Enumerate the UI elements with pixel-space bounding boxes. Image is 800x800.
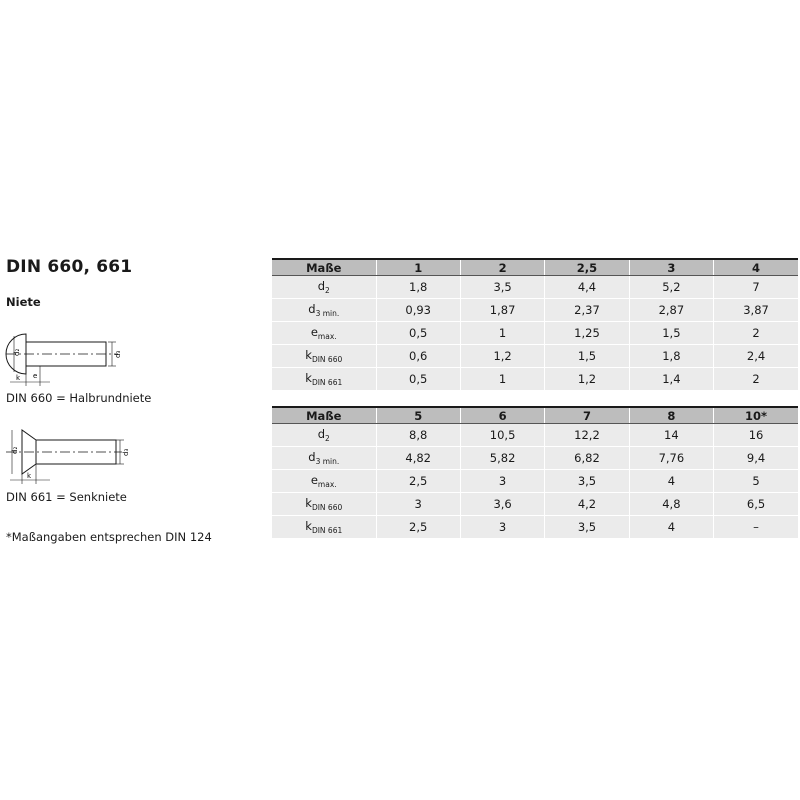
table-cell: 0,6	[376, 345, 460, 368]
k-label: k	[27, 472, 32, 480]
table-cell: 5,82	[460, 447, 544, 470]
dimension-symbol: $k_{DIN 660}$	[272, 345, 376, 368]
page-title: DIN 660, 661	[6, 257, 133, 277]
table-cell: 1,2	[460, 345, 544, 368]
table-row	[272, 470, 798, 493]
table-cell: 5,2	[629, 276, 713, 299]
table-cell: 3	[460, 516, 544, 539]
table-cell: 1,8	[376, 276, 460, 299]
table-cell: 1	[460, 322, 544, 345]
dimension-symbol: $d_{3 min.}$	[272, 447, 376, 470]
table-cell: 16	[714, 424, 798, 447]
table-cell: 2,5	[376, 470, 460, 493]
table-row	[272, 276, 798, 299]
table-cell: 7	[714, 276, 798, 299]
table-cell: 2,87	[629, 299, 713, 322]
header-cell: 10*	[714, 407, 798, 424]
table-cell: 3,5	[460, 276, 544, 299]
table-cell: 5	[714, 470, 798, 493]
header-cell: 8	[629, 407, 713, 424]
table-cell: 1,2	[545, 368, 629, 391]
table-cell: 3,6	[460, 493, 544, 516]
table-cell: 1,25	[545, 322, 629, 345]
table-cell: 1	[460, 368, 544, 391]
table-cell: 3	[376, 493, 460, 516]
dimensions-table-2	[272, 406, 798, 539]
table-cell: 4,4	[545, 276, 629, 299]
header-cell: 4	[714, 259, 798, 276]
table-cell: 8,8	[376, 424, 460, 447]
header-cell: 1	[376, 259, 460, 276]
table-row	[272, 322, 798, 345]
table-header-row	[272, 259, 798, 276]
table-row	[272, 299, 798, 322]
table-cell: 2,37	[545, 299, 629, 322]
table-cell: 4	[629, 470, 713, 493]
header-cell: 3	[629, 259, 713, 276]
table-cell: 4	[629, 516, 713, 539]
table-cell: 1,5	[545, 345, 629, 368]
table-cell: 3,87	[714, 299, 798, 322]
table-cell: 2	[714, 322, 798, 345]
table-cell: 1,4	[629, 368, 713, 391]
table-cell: 6,5	[714, 493, 798, 516]
header-cell: 7	[545, 407, 629, 424]
table-row	[272, 447, 798, 470]
table-cell: 1,5	[629, 322, 713, 345]
header-cell: 6	[460, 407, 544, 424]
table-cell: 7,76	[629, 447, 713, 470]
table-cell: 0,93	[376, 299, 460, 322]
dimension-symbol: $d_2$	[272, 424, 376, 447]
table-cell: 6,82	[545, 447, 629, 470]
dimension-symbol: $e_{max.}$	[272, 470, 376, 493]
table-cell: 0,5	[376, 368, 460, 391]
d2-label: d₂	[13, 348, 21, 356]
table-cell: 10,5	[460, 424, 544, 447]
table-row	[272, 516, 798, 539]
d2-label: d₂	[11, 446, 19, 454]
d3-label: d₃	[122, 448, 130, 456]
table-cell: 0,5	[376, 322, 460, 345]
table-cell: 1,87	[460, 299, 544, 322]
section-subtitle: Niete	[6, 295, 41, 309]
table-header-row	[272, 407, 798, 424]
dimension-symbol: $k_{DIN 661}$	[272, 516, 376, 539]
table-row	[272, 345, 798, 368]
table-cell: 2,4	[714, 345, 798, 368]
caption-din660: DIN 660 = Halbrundniete	[6, 391, 152, 405]
footnote: *Maßangaben entsprechen DIN 124	[6, 530, 212, 544]
table-row	[272, 368, 798, 391]
d3-label: d₃	[114, 350, 122, 358]
table-cell: 3,5	[545, 516, 629, 539]
din661-rivet-drawing	[0, 424, 130, 486]
table-cell: 4,82	[376, 447, 460, 470]
e-label: e	[33, 372, 38, 380]
caption-din661: DIN 661 = Senkniete	[6, 490, 127, 504]
table-cell: 3,5	[545, 470, 629, 493]
table-cell: 14	[629, 424, 713, 447]
dimension-symbol: $d_2$	[272, 276, 376, 299]
table-cell: –	[714, 516, 798, 539]
table-cell: 2,5	[376, 516, 460, 539]
table-cell: 1,8	[629, 345, 713, 368]
header-cell: 2,5	[545, 259, 629, 276]
table-row	[272, 424, 798, 447]
table-cell: 9,4	[714, 447, 798, 470]
k-label: k	[16, 374, 21, 382]
dimension-symbol: $k_{DIN 660}$	[272, 493, 376, 516]
header-cell: 5	[376, 407, 460, 424]
header-cell: Maße	[272, 259, 376, 276]
header-cell: 2	[460, 259, 544, 276]
table-row	[272, 493, 798, 516]
dimensions-table-1	[272, 258, 798, 391]
dimension-symbol: $d_{3 min.}$	[272, 299, 376, 322]
table-cell: 3	[460, 470, 544, 493]
table-cell: 4,8	[629, 493, 713, 516]
din660-rivet-drawing	[0, 326, 130, 388]
dimension-symbol: $e_{max.}$	[272, 322, 376, 345]
header-cell: Maße	[272, 407, 376, 424]
table-cell: 12,2	[545, 424, 629, 447]
table-cell: 4,2	[545, 493, 629, 516]
table-cell: 2	[714, 368, 798, 391]
dimension-symbol: $k_{DIN 661}$	[272, 368, 376, 391]
